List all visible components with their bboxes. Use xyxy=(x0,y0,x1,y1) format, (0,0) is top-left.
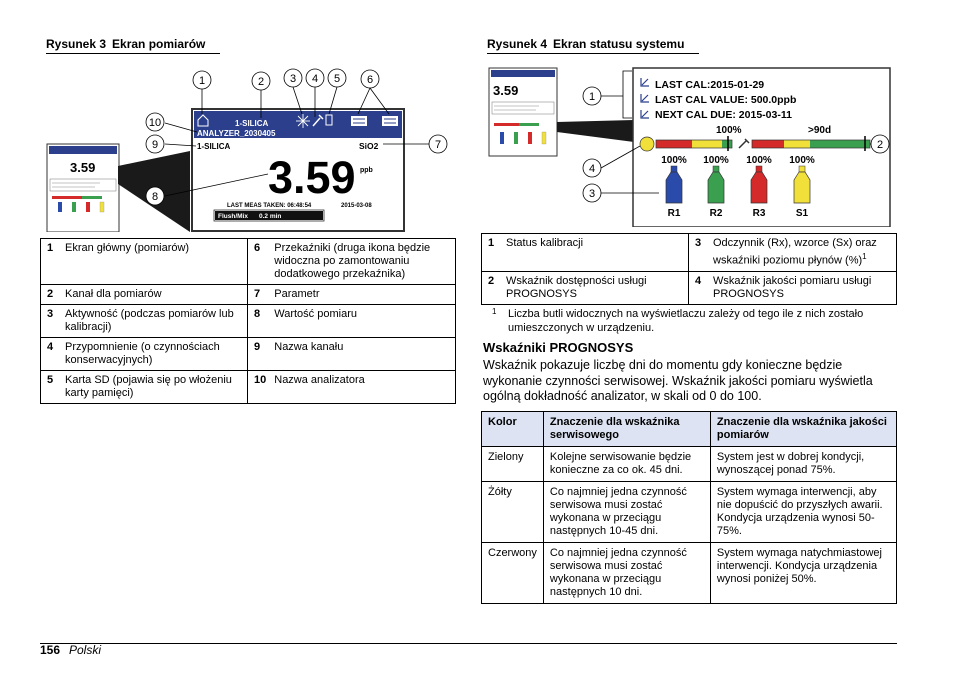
bottle-cap xyxy=(799,166,805,172)
footnote-mark: 1 xyxy=(492,307,497,316)
svg-text:1: 1 xyxy=(588,91,596,103)
service-percent: 100% xyxy=(716,125,742,136)
bottle-label: S1 xyxy=(795,208,809,219)
bottle-cap xyxy=(671,166,677,172)
legend-number: 3 xyxy=(689,234,708,272)
last-cal: LAST CAL:2015-01-29 xyxy=(655,79,765,91)
figure4_legend-row xyxy=(482,234,897,272)
bottle-level: 100% xyxy=(789,155,815,166)
screen-value: 3.59 xyxy=(268,152,356,203)
row-service-meaning: Co najmniej jedna czynność serwisowa musi zostać wykonana w przeciągu następnych 10-45 dni. xyxy=(543,482,710,543)
footnote xyxy=(492,307,892,335)
legend-number: 4 xyxy=(41,338,60,371)
bottle-level: 100% xyxy=(746,155,772,166)
legend-text: Wskaźnik jakości pomiaru usługi PROGNOSYS xyxy=(707,271,897,304)
section-heading: Wskaźniki PROGNOSYS xyxy=(483,340,634,355)
thumb-value: 3.59 xyxy=(70,160,96,175)
legend-number: 1 xyxy=(41,239,60,285)
bottle-body xyxy=(794,172,810,203)
table-row xyxy=(482,482,897,543)
figure3-illustration xyxy=(40,62,460,232)
legend-text: Przypomnienie (o czynnościach konserwacyjnych) xyxy=(59,338,248,371)
footnote-text: Liczba butli widocznych na wyświetlaczu zależy od tego ile z nich zostało umieszczonych w urządzeniu. xyxy=(508,308,864,334)
activity-icon xyxy=(296,114,310,128)
col-color-header: Kolor xyxy=(482,412,544,447)
row-service-meaning: Kolejne serwisowanie będzie konieczne za co ok. 45 dni. xyxy=(543,447,710,482)
section-paragraph: Wskaźnik pokazuje liczbę dni do momentu gdy konieczne będzie wykonanie czynności serwisowej. Wskaźnik jakości pomiaru wyświetla ogólną dokładność analizator, w skali od 0 do 100. xyxy=(483,358,873,403)
legend-text: Przekaźniki (druga ikona będzie widoczna po zamontowaniu dodatkowego przekaźnika) xyxy=(268,239,455,285)
service-days: >90d xyxy=(808,125,832,136)
legend-number: 6 xyxy=(248,239,269,285)
table-row xyxy=(482,543,897,604)
screen-channel-name: 1-SILICA xyxy=(197,142,231,151)
row-color: Zielony xyxy=(482,447,544,482)
legend-text: Status kalibracji xyxy=(500,234,689,272)
bottle-cap xyxy=(713,166,719,172)
row-quality-meaning: System wymaga natychmiastowej interwencji. Kondycja urządzenia wynosi poniżej 50%. xyxy=(710,543,896,604)
svg-text:2: 2 xyxy=(257,76,265,88)
figure3_legend-row xyxy=(41,285,456,305)
svg-text:4: 4 xyxy=(588,163,596,175)
legend-number: 8 xyxy=(248,305,269,338)
figure3_legend-row xyxy=(41,305,456,338)
screen-parameter: SiO2 xyxy=(359,141,379,151)
figure4-title xyxy=(487,37,699,54)
legend-number: 4 xyxy=(689,271,708,304)
bottle-label: R3 xyxy=(752,208,766,219)
bottle-label: R2 xyxy=(709,208,723,219)
legend-number: 9 xyxy=(248,338,269,371)
zoom-wedge-2 xyxy=(557,120,634,142)
row-quality-meaning: System wymaga interwencji, aby nie dopuścić do przyszłych awarii. Kondycja urządzenia wynosi 50-75%. xyxy=(710,482,896,543)
thumb4-value: 3.59 xyxy=(493,83,519,98)
figure4-thumbnail xyxy=(489,68,557,156)
legend-number: 3 xyxy=(41,305,60,338)
figure3-caption: Ekran pomiarów xyxy=(112,37,206,51)
screen-analyzer-name: ANALYZER_2030405 xyxy=(197,129,276,138)
legend-text: Parametr xyxy=(268,285,455,305)
legend-number: 1 xyxy=(482,234,501,272)
row-color: Czerwony xyxy=(482,543,544,604)
legend-text: Nazwa kanału xyxy=(268,338,455,371)
figure3-legend-table xyxy=(40,238,456,404)
bottle-body xyxy=(666,172,682,203)
legend-text: Odczynnik (Rx), wzorce (Sx) oraz wskaźniki poziomu płynów (%)$^1$ xyxy=(707,234,897,272)
screen-unit: ppb xyxy=(360,167,373,174)
svg-text:3: 3 xyxy=(588,188,596,200)
status-screen xyxy=(633,68,890,227)
legend-text: Ekran główny (pomiarów) xyxy=(59,239,248,285)
legend-number: 5 xyxy=(41,371,60,404)
bottle-level: 100% xyxy=(661,155,687,166)
quality-gauge-icon xyxy=(640,137,654,151)
relay-icon-2 xyxy=(382,116,398,126)
flush-label: Flush/Mix xyxy=(218,213,248,220)
col-quality-header: Znaczenie dla wskaźnika jakości pomiarów xyxy=(710,412,896,447)
legend-number: 10 xyxy=(248,371,269,404)
footer-rule xyxy=(40,643,897,644)
relay-icon xyxy=(351,116,367,126)
legend-text: Wskaźnik dostępności usługi PROGNOSYS xyxy=(500,271,689,304)
legend-text: Wartość pomiaru xyxy=(268,305,455,338)
legend-text: Karta SD (pojawia się po włożeniu karty pamięci) xyxy=(59,371,248,404)
svg-text:3: 3 xyxy=(289,73,297,85)
svg-text:10: 10 xyxy=(148,117,162,129)
screen-date: 2015-03-08 xyxy=(341,203,372,209)
prognosys-table xyxy=(481,411,897,604)
footnote-ref: 1 xyxy=(862,252,867,261)
figure4-label: Rysunek 4 xyxy=(487,37,548,51)
svg-text:2: 2 xyxy=(876,139,884,151)
legend-text: Nazwa analizatora xyxy=(268,371,455,404)
figure4_legend-row xyxy=(482,271,897,304)
col-service-header: Znaczenie dla wskaźnika serwisowego xyxy=(543,412,710,447)
svg-text:9: 9 xyxy=(151,139,159,151)
figure4-caption: Ekran statusu systemu xyxy=(553,37,685,51)
screen-last-meas: LAST MEAS TAKEN: 06:48:54 xyxy=(227,203,312,209)
row-quality-meaning: System jest w dobrej kondycji, wynoszącej ponad 75%. xyxy=(710,447,896,482)
bottle-label: R1 xyxy=(667,208,681,219)
legend-text: Aktywność (podczas pomiarów lub kalibracji) xyxy=(59,305,248,338)
next-cal: NEXT CAL DUE: 2015-03-11 xyxy=(655,109,792,121)
bottle-level: 100% xyxy=(703,155,729,166)
figure3-thumbnail xyxy=(47,144,119,232)
figure3-label: Rysunek 3 xyxy=(46,37,107,51)
svg-text:5: 5 xyxy=(333,73,341,85)
bottle-cap xyxy=(756,166,762,172)
svg-text:8: 8 xyxy=(151,191,159,203)
figure4-illustration xyxy=(484,62,896,227)
figure4-legend-table xyxy=(481,233,897,305)
svg-text:7: 7 xyxy=(434,139,442,151)
row-color: Żółty xyxy=(482,482,544,543)
legend-text: Kanał dla pomiarów xyxy=(59,285,248,305)
footer-language: Polski xyxy=(69,643,102,657)
last-cal-value: LAST CAL VALUE: 500.0ppb xyxy=(655,94,797,106)
figure3-title xyxy=(46,37,220,54)
flush-value: 0.2 min xyxy=(259,213,282,220)
legend-number: 2 xyxy=(482,271,501,304)
svg-text:1: 1 xyxy=(198,75,206,87)
svg-text:4: 4 xyxy=(311,73,319,85)
figure3_legend-row xyxy=(41,371,456,404)
bottle-body xyxy=(751,172,767,203)
legend-number: 2 xyxy=(41,285,60,305)
figure3_legend-row xyxy=(41,338,456,371)
measurement-screen xyxy=(192,109,404,231)
screen-channel-header: 1-SILICA xyxy=(235,119,269,128)
svg-text:6: 6 xyxy=(366,74,374,86)
page-number: 156 xyxy=(40,643,61,657)
table-row xyxy=(482,447,897,482)
bottle-body xyxy=(708,172,724,203)
row-service-meaning: Co najmniej jedna czynność serwisowa musi zostać wykonana w przeciągu następnych 10 dni. xyxy=(543,543,710,604)
legend-number: 7 xyxy=(248,285,269,305)
figure3_legend-row xyxy=(41,239,456,285)
